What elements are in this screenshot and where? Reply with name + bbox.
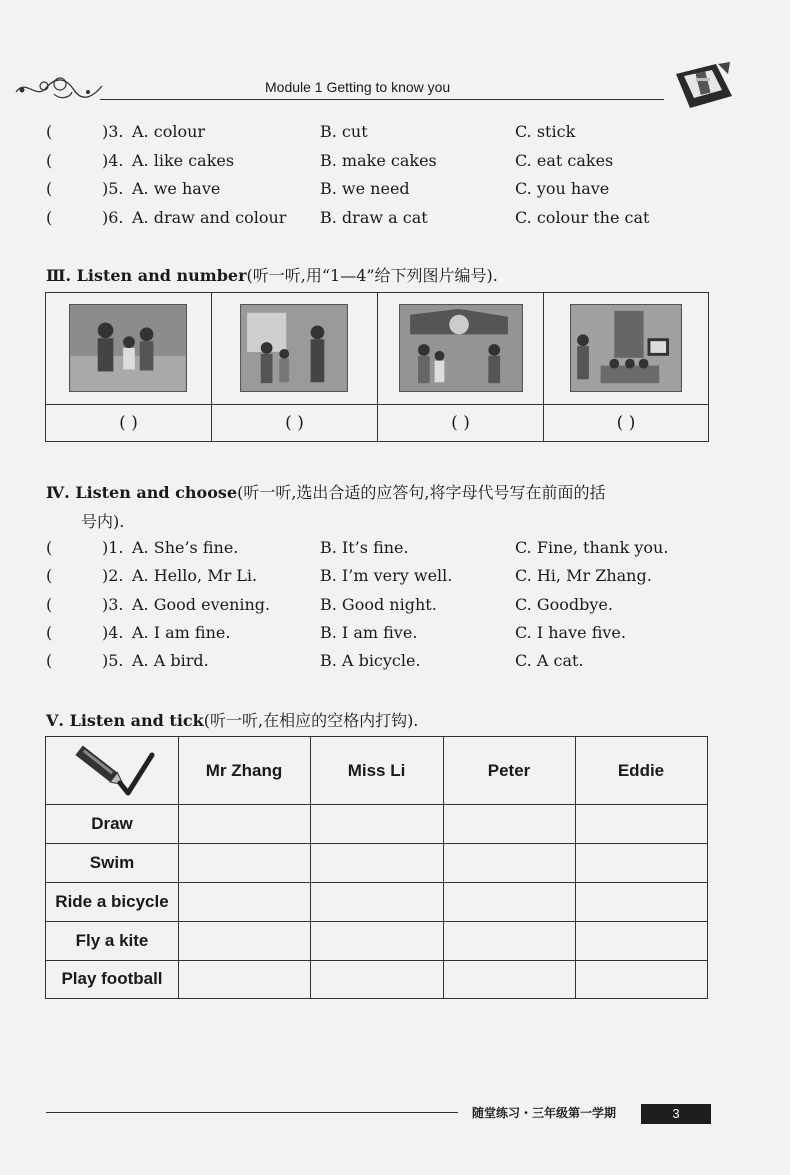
option-c: C. I have five. bbox=[515, 623, 626, 642]
option-b: B. cut bbox=[320, 122, 368, 141]
picture-cell bbox=[544, 293, 709, 404]
section-title: Listen and number bbox=[76, 266, 247, 285]
column-header: Miss Li bbox=[347, 761, 406, 780]
answer-paren[interactable]: ( bbox=[46, 595, 53, 614]
answer-paren[interactable]: ( bbox=[46, 623, 53, 642]
section-instruction-continued: 号内). bbox=[81, 512, 125, 531]
answer-row bbox=[46, 404, 708, 442]
section-heading bbox=[46, 708, 418, 731]
footer-series-title: 随堂练习・三年级第一学期 bbox=[472, 1106, 617, 1120]
option-c: C. Goodbye. bbox=[515, 595, 613, 614]
option-b: B. draw a cat bbox=[320, 208, 428, 227]
footer-divider bbox=[46, 1112, 458, 1113]
option-b: B. make cakes bbox=[320, 151, 437, 170]
question-number: )4. bbox=[102, 151, 124, 170]
section-instruction: (听一听,在相应的空格内打钩). bbox=[203, 711, 419, 730]
number-blank[interactable]: ( ) bbox=[212, 405, 378, 442]
answer-paren[interactable]: ( bbox=[46, 538, 53, 557]
section-numeral: Ⅳ. bbox=[46, 483, 70, 502]
answer-paren[interactable]: ( bbox=[46, 179, 53, 198]
option-a: A. Hello, Mr Li. bbox=[132, 566, 258, 585]
family-outdoors-illustration bbox=[69, 304, 187, 392]
row-label: Swim bbox=[89, 853, 135, 872]
question-number: )4. bbox=[102, 623, 124, 642]
row-label: Fly a kite bbox=[75, 931, 149, 950]
question-number: )5. bbox=[102, 651, 124, 670]
option-a: A. draw and colour bbox=[132, 208, 287, 227]
answer-paren[interactable]: ( bbox=[46, 566, 53, 585]
option-c: C. colour the cat bbox=[515, 208, 650, 227]
row-label: Play football bbox=[61, 969, 163, 988]
section-heading bbox=[46, 480, 606, 503]
section-instruction: (听一听,选出合适的应答句,将字母代号写在前面的括 bbox=[237, 483, 606, 502]
section-instruction: (听一听,用“1—4”给下列图片编号). bbox=[246, 266, 498, 285]
option-c: C. Fine, thank you. bbox=[515, 538, 669, 557]
school-gate-illustration bbox=[399, 304, 523, 392]
option-c: C. eat cakes bbox=[515, 151, 614, 170]
column-header: Peter bbox=[487, 761, 531, 780]
picture-cell bbox=[212, 293, 378, 404]
section-title: Listen and choose bbox=[75, 483, 238, 502]
answer-paren[interactable]: ( bbox=[46, 122, 53, 141]
option-a: A. like cakes bbox=[132, 151, 235, 170]
number-blank[interactable]: ( ) bbox=[378, 405, 544, 442]
option-b: B. I’m very well. bbox=[320, 566, 453, 585]
question-number: )3. bbox=[102, 595, 124, 614]
question-number: )2. bbox=[102, 566, 124, 585]
listen-tick-table bbox=[45, 736, 708, 999]
option-a: A. we have bbox=[132, 179, 221, 198]
answer-paren[interactable]: ( bbox=[46, 208, 53, 227]
answer-paren[interactable]: ( bbox=[46, 151, 53, 170]
option-b: B. we need bbox=[320, 179, 410, 198]
question-number: )6. bbox=[102, 208, 124, 227]
option-b: B. A bicycle. bbox=[320, 651, 421, 670]
option-a: A. Good evening. bbox=[132, 595, 271, 614]
section-title: Listen and tick bbox=[69, 711, 204, 730]
column-header: Eddie bbox=[617, 761, 665, 780]
pencil-tick-icon bbox=[68, 741, 158, 801]
book-badge-icon bbox=[672, 60, 736, 112]
column-header: Mr Zhang bbox=[205, 761, 283, 780]
option-a: A. A bird. bbox=[132, 651, 209, 670]
option-b: B. Good night. bbox=[320, 595, 437, 614]
question-number: )5. bbox=[102, 179, 124, 198]
question-number: )1. bbox=[102, 538, 124, 557]
number-blank[interactable]: ( ) bbox=[616, 413, 636, 433]
page-number: 3 bbox=[641, 1104, 711, 1124]
option-a: A. I am fine. bbox=[132, 623, 231, 642]
option-c: C. you have bbox=[515, 179, 610, 198]
picture-number-table bbox=[45, 292, 709, 442]
row-label: Draw bbox=[91, 814, 133, 833]
module-title: Module 1 Getting to know you bbox=[265, 79, 451, 95]
living-room-illustration bbox=[570, 304, 682, 392]
street-scene-illustration bbox=[240, 304, 348, 392]
option-a: A. colour bbox=[132, 122, 206, 141]
section-numeral: Ⅲ. bbox=[46, 266, 72, 285]
page-header bbox=[0, 58, 790, 118]
section-numeral: Ⅴ. bbox=[46, 711, 64, 730]
option-c: C. A cat. bbox=[515, 651, 584, 670]
picture-cell bbox=[378, 293, 544, 404]
option-c: C. stick bbox=[515, 122, 576, 141]
option-a: A. She’s fine. bbox=[132, 538, 239, 557]
header-divider bbox=[100, 99, 664, 100]
answer-paren[interactable]: ( bbox=[46, 651, 53, 670]
option-c: C. Hi, Mr Zhang. bbox=[515, 566, 652, 585]
section-heading bbox=[46, 263, 498, 286]
flourish-ornament-icon bbox=[14, 74, 104, 102]
option-b: B. It’s fine. bbox=[320, 538, 409, 557]
question-number: )3. bbox=[102, 122, 124, 141]
row-label: Ride a bicycle bbox=[55, 892, 169, 911]
option-b: B. I am five. bbox=[320, 623, 418, 642]
number-blank[interactable]: ( ) bbox=[46, 405, 212, 442]
picture-cell bbox=[46, 293, 212, 404]
